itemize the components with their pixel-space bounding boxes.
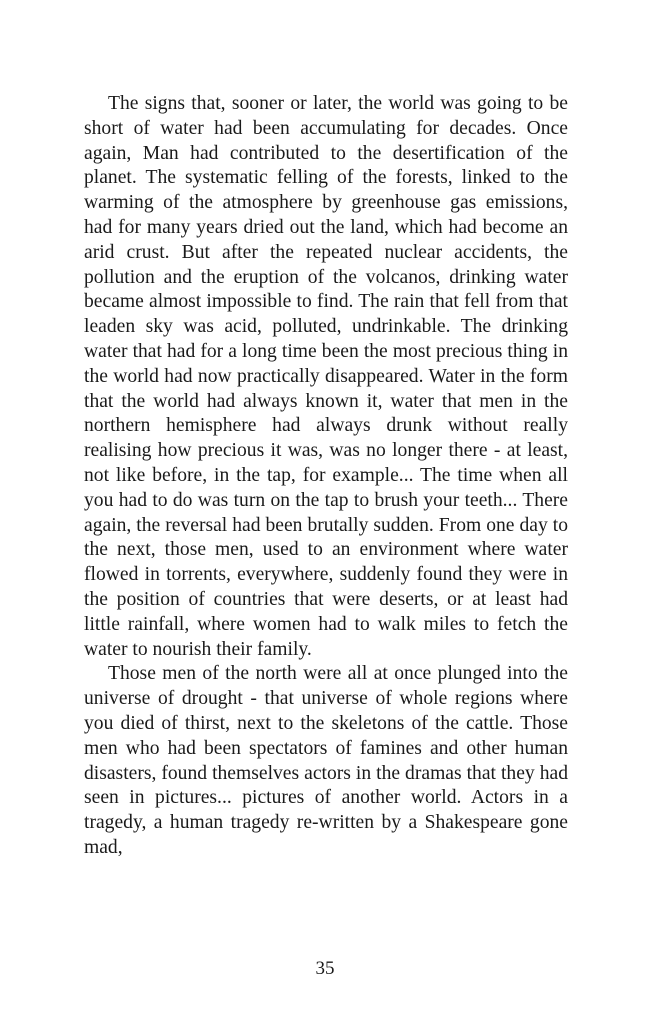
paragraph-2: Those men of the north were all at once plunged into the universe of drought - that universe of whole regions where you died of thirst, next to the skeletons of the cattle. Those men who had been spectators of famines and other human disasters, found themselves actors in the dramas that they had seen in pictures... pictures of another world. Actors in a tragedy, a human tragedy re-written by a Shakespeare gone mad, — [84, 663, 568, 858]
paragraph-1: The signs that, sooner or later, the world was going to be short of water had been accumulating for decades. Once again, Man had contributed to the desertification of the planet. The systematic felling of the forests, linked to the warming of the atmosphere by greenhouse gas emissions, had for many years dried out the land, which had become an arid crust. But after the repeated nuclear accidents, the pollution and the eruption of the volcanos, drinking water became almost impossible to find. The rain that fell from that leaden sky was acid, polluted, undrinkable. The drinking water that had for a long time been the most precious thing in the world had now practically disappeared. Water in the form that the world had always known it, water that men in the northern hemisphere had always drunk without really realising how precious it was, was no longer there - at least, not like before, in the tap, for example... The time when all you had to do was turn on the tap to brush your teeth... There again, the reversal had been brutally sudden. From one day to the next, those men, used to an environment where water flowed in torrents, everywhere, suddenly found they were in the position of countries that were deserts, or at least had little rainfall, where women had to walk miles to fetch the water to nourish their family. — [84, 93, 568, 660]
page-number: 35 — [315, 958, 335, 979]
body-text — [84, 92, 568, 861]
